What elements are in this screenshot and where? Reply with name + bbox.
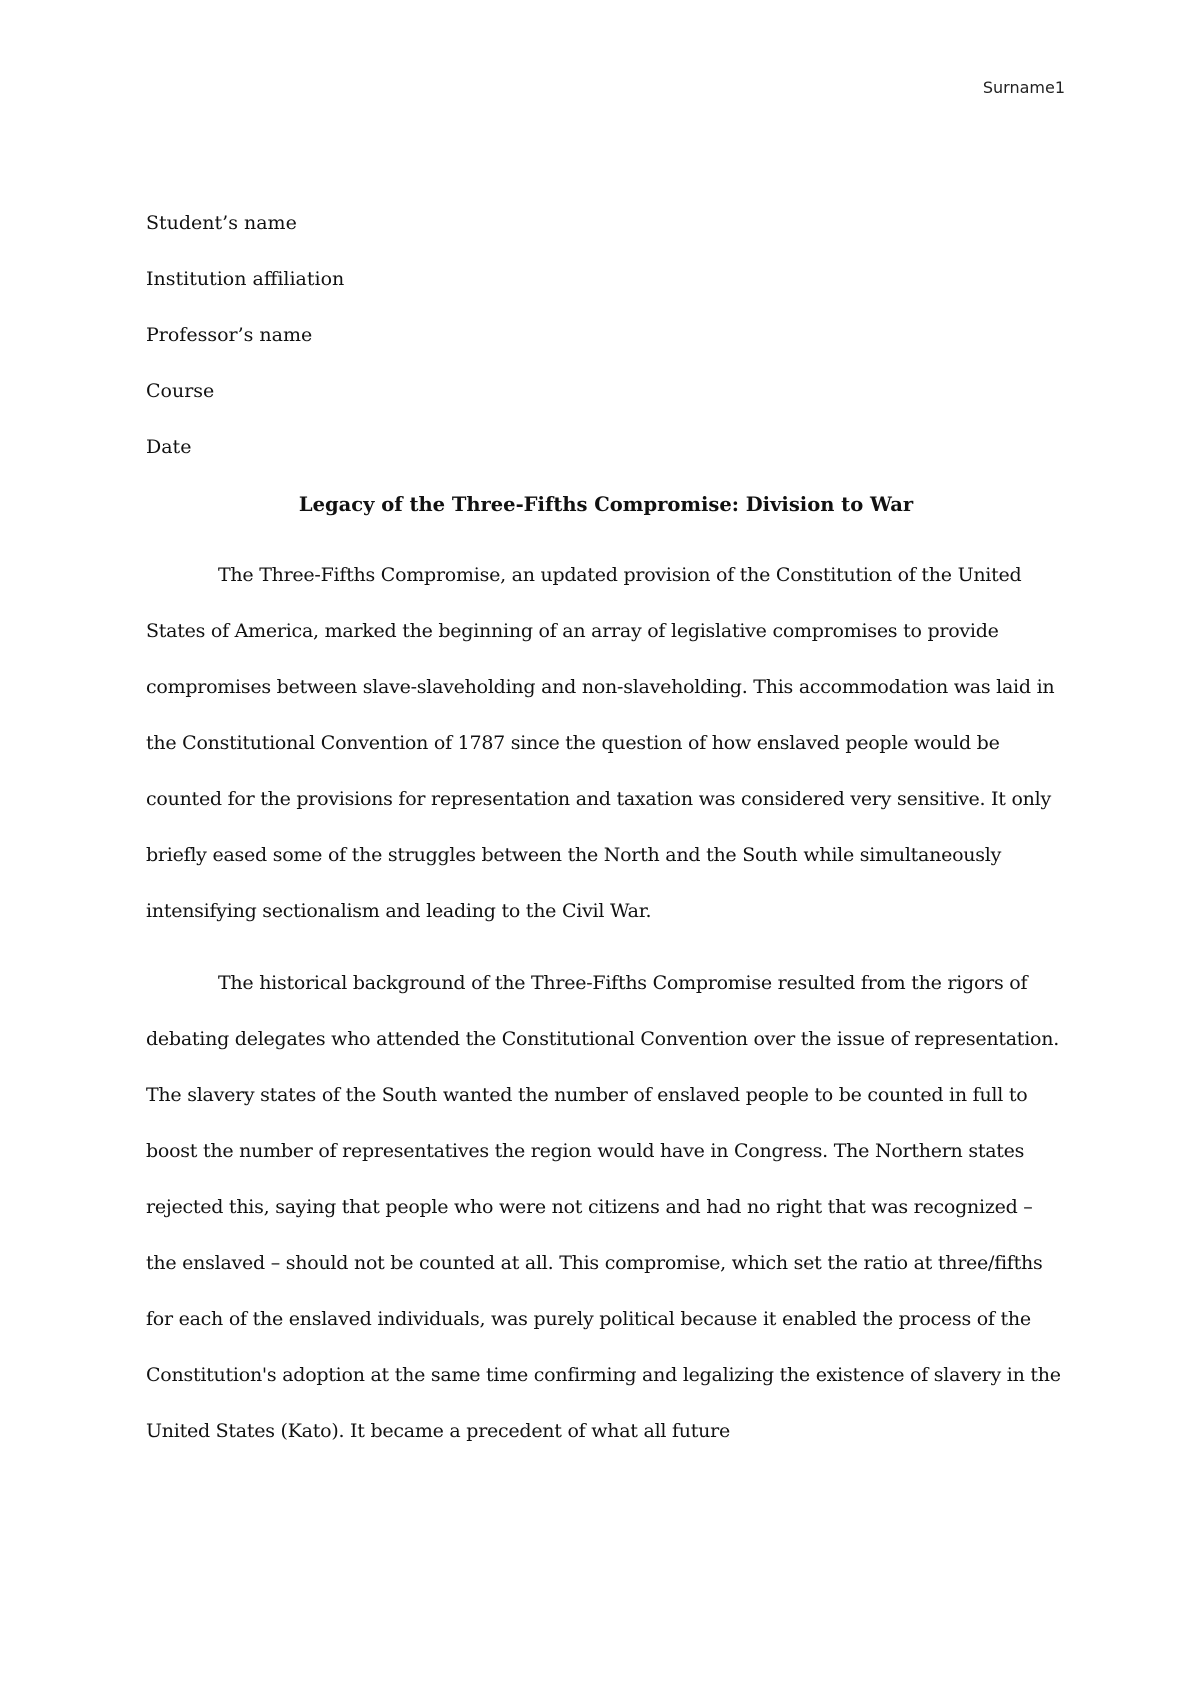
paragraph-2: The historical background of the Three-Fifths Compromise resulted from the rigors of debating delegates who attended the Constitutional Convention over the issue of representation. The slavery states of the South wanted the number of enslaved people to be counted in full to boost the number of representatives the region would have in Congress. The Northern states rejected this, saying that people who were not citizens and had no right that was recognized – the enslaved – should not be counted at all. This compromise, which set the ratio at three/fifths for each of the enslaved individuals, was purely political because it enabled the process of the Constitution's adoption at the same time confirming and legalizing the existence of slavery in the United States (Kato). It became a precedent of what all future — [146, 972, 1061, 1442]
running-head: Surname1 — [982, 78, 1065, 97]
paragraph-1: The Three-Fifths Compromise, an updated provision of the Constitution of the United States of America, marked the beginning of an array of legislative compromises to provide compromises between slave-slaveholding and non-slaveholding. This accommodation was laid in the Constitutional Convention of 1787 since the question of how enslaved people would be counted for the provisions for representation and taxation was considered very sensitive. It only briefly eased some of the struggles between the North and the South while simultaneously intensifying sectionalism and leading to the Civil War. — [146, 564, 1055, 922]
professor-name: Professor’s name — [146, 324, 313, 346]
date: Date — [146, 436, 192, 458]
document-body — [146, 209, 1066, 1475]
institution-affiliation: Institution affiliation — [146, 268, 345, 290]
essay-title: Legacy of the Three-Fifths Compromise: Division to War — [298, 493, 914, 516]
course: Course — [146, 380, 215, 402]
student-name: Student’s name — [146, 212, 297, 234]
